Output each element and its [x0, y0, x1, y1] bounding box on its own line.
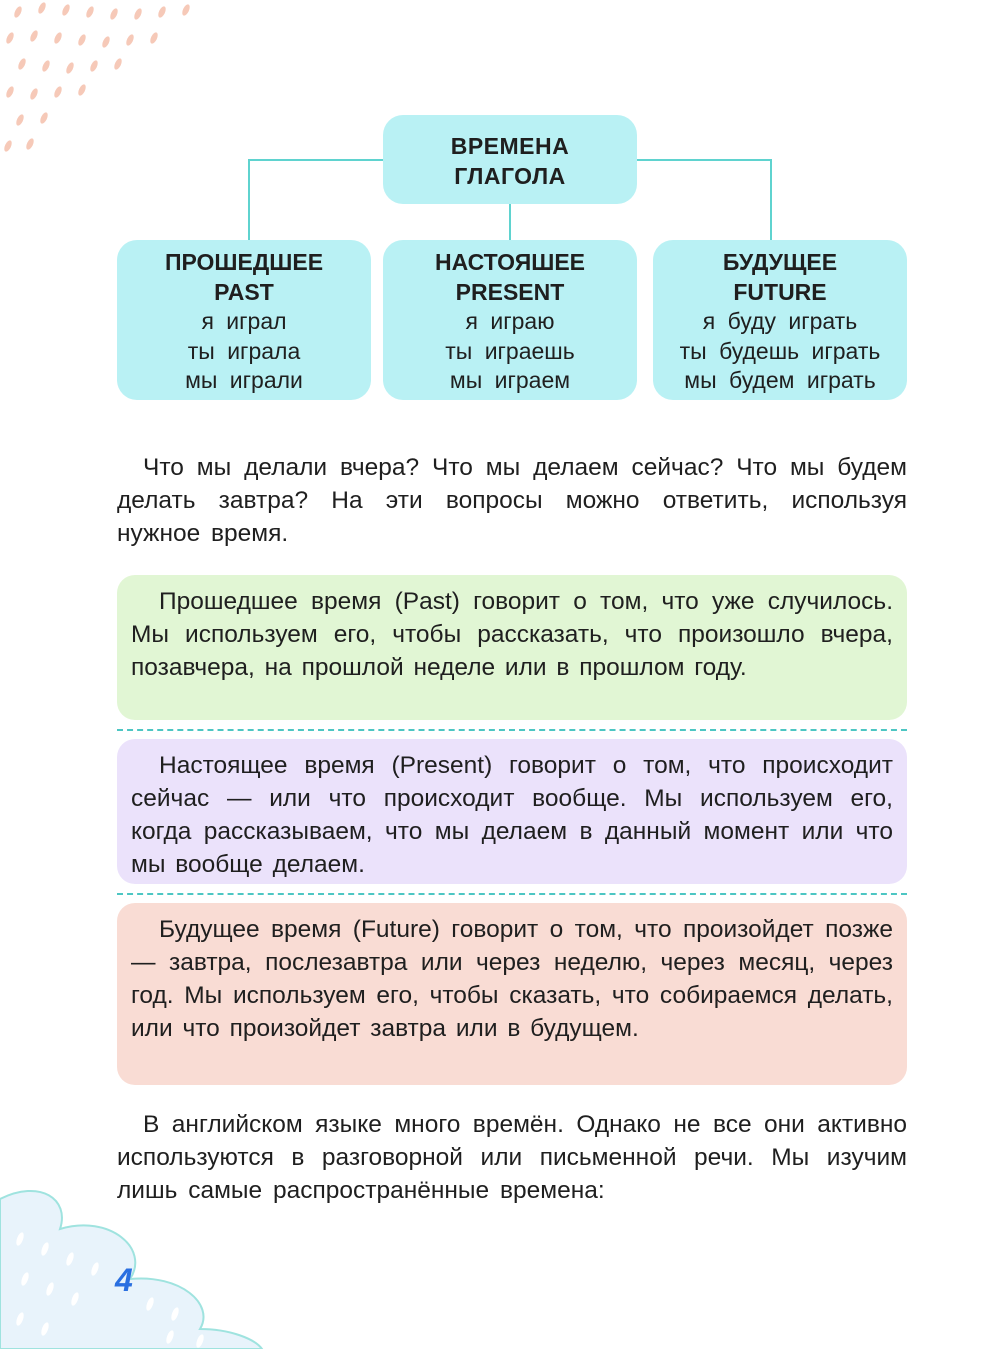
present-example-row: мы играем [449, 367, 571, 393]
root-title-line-1: ВРЕМЕНА [450, 133, 570, 159]
past-title-en: PAST [214, 279, 274, 305]
present-tense-box [383, 240, 637, 400]
closing-text: В английском языке много времён. Однако не все они активно используются в разговорной или письменной речи. Мы изучим лишь самые распространённые времена: [117, 1111, 907, 1204]
future-tense-card [117, 903, 907, 1085]
future-tense-text: Будущее время (Future) говорит о том, что произойдет позже — завтра, послезавтра или через неделю, через месяц, через год. Мы используем его, чтобы сказать, что собираемся делать, или что произойдет завтра или в будущем. [131, 916, 893, 1042]
past-example-row: я играл [201, 308, 287, 334]
future-title-en: FUTURE [733, 279, 827, 305]
present-title-en: PRESENT [455, 279, 565, 305]
future-example-row: ты будешь играть [679, 337, 881, 364]
future-tense-box [653, 240, 907, 400]
intro-paragraph [117, 451, 907, 550]
root-title-line-2: ГЛАГОЛА [454, 163, 566, 189]
dashed-divider [117, 893, 907, 895]
dashed-divider [117, 729, 907, 731]
past-title-ru: ПРОШЕДШЕЕ [164, 249, 324, 275]
closing-paragraph [117, 1108, 907, 1207]
past-example-row: ты играла [187, 337, 301, 364]
verb-tenses-root-box [383, 115, 637, 204]
page-number: 4 [115, 1262, 133, 1298]
intro-text: Что мы делали вчера? Что мы делаем сейчас? Что мы будем делать завтра? На эти вопросы можно ответить, используя нужное время. [117, 454, 907, 547]
past-example-row: мы играли [185, 367, 303, 393]
past-tense-text: Прошедшее время (Past) говорит о том, что уже случилось. Мы используем его, чтобы рассказать, что произошло вчера, позавчера, на прошлой неделе или в прошлом году. [131, 588, 893, 681]
past-tense-box [117, 240, 371, 400]
present-tense-text: Настоящее время (Present) говорит о том, что происходит сейчас — или что происходит вообще. Мы используем его, когда рассказываем, что мы делаем в данный момент или что мы вообще делаем. [131, 752, 893, 878]
future-example-row: мы будем играть [684, 367, 876, 393]
present-example-row: я играю [465, 308, 555, 334]
present-title-ru: НАСТОЯШЕЕ [434, 249, 586, 275]
future-example-row: я буду играть [702, 308, 858, 334]
future-tense-description [131, 913, 893, 1045]
present-tense-description [131, 749, 893, 881]
present-tense-card [117, 739, 907, 884]
future-title-ru: БУДУЩЕЕ [722, 249, 838, 275]
present-example-row: ты играешь [445, 337, 575, 364]
past-tense-card [117, 575, 907, 720]
past-tense-description [131, 585, 893, 684]
